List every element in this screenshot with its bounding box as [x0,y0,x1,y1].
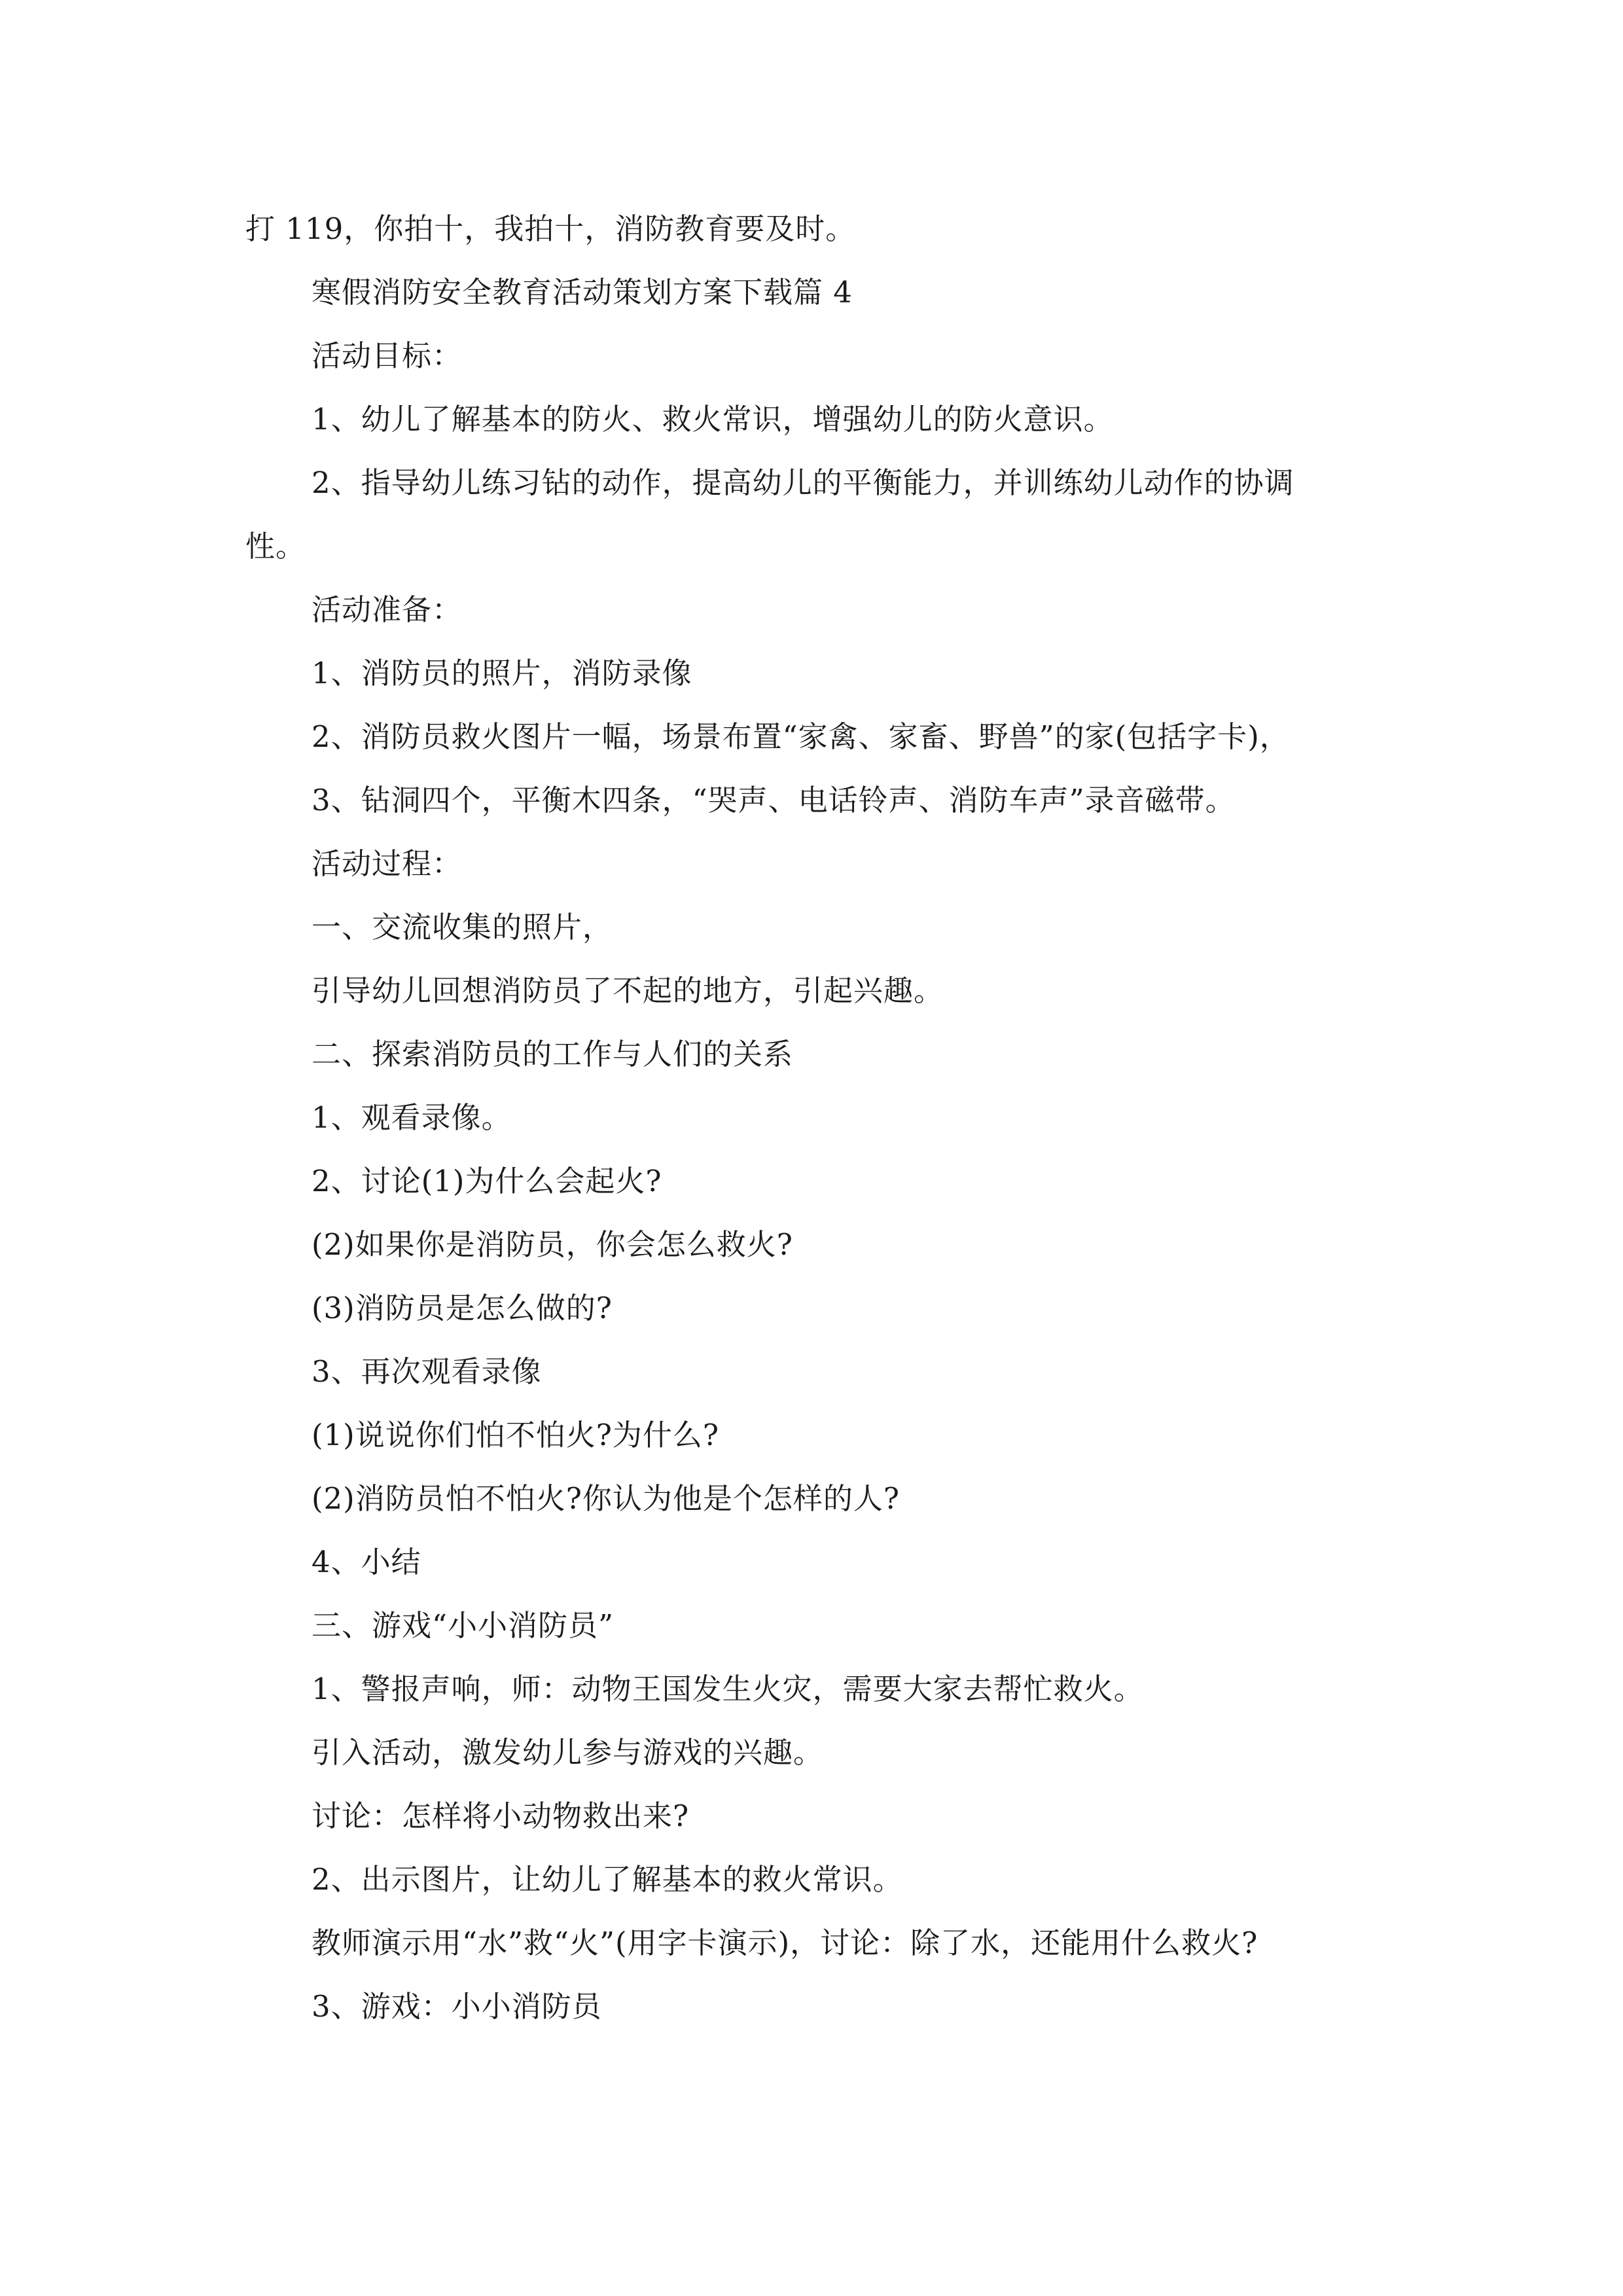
text-line-goal-2: 2、指导幼儿练习钻的动作，提高幼儿的平衡能力，并训练幼儿动作的协调 [312,465,1294,500]
text-line-process-11: 4、小结 [312,1545,421,1579]
text-line-1: 打 119，你拍十，我拍十，消防教育要及时。 [245,211,856,246]
section-title: 寒假消防安全教育活动策划方案下载篇 4 [312,275,853,310]
text-line-process-15: 讨论：怎样将小动物救出来? [312,1799,690,1833]
text-line-process-18: 3、游戏：小小消防员 [312,1989,602,2024]
text-line-prep-1: 1、消防员的照片，消防录像 [312,656,692,691]
text-line-process-12: 三、游戏“小小消防员” [312,1608,615,1643]
text-line-process-8: 3、再次观看录像 [312,1354,542,1389]
text-line-process-3: 二、探索消防员的工作与人们的关系 [312,1037,794,1071]
text-line-process-5: 2、讨论(1)为什么会起火? [312,1164,662,1198]
text-line-goal-2-cont: 性。 [245,529,306,564]
text-line-process-17: 教师演示用“水”救“火”(用字卡演示)，讨论：除了水，还能用什么救火? [312,1926,1258,1960]
text-line-process-4: 1、观看录像。 [312,1100,512,1135]
heading-activity-prep: 活动准备： [312,592,463,627]
text-line-process-1: 一、交流收集的照片， [312,910,613,944]
heading-activity-goals: 活动目标： [312,338,463,373]
text-line-process-2: 引导幼儿回想消防员了不起的地方，引起兴趣。 [312,973,944,1008]
text-line-process-9: (1)说说你们怕不怕火?为什么? [312,1418,719,1452]
text-line-process-10: (2)消防员怕不怕火?你认为他是个怎样的人? [312,1481,900,1516]
heading-activity-process: 活动过程： [312,846,463,881]
text-line-prep-3: 3、钻洞四个，平衡木四条，“哭声、电话铃声、消防车声”录音磁带。 [312,783,1236,817]
text-line-process-7: (3)消防员是怎么做的? [312,1291,613,1325]
text-line-process-16: 2、出示图片，让幼儿了解基本的救火常识。 [312,1862,903,1897]
text-line-process-14: 引入活动，激发幼儿参与游戏的兴趣。 [312,1735,824,1770]
text-line-prep-2: 2、消防员救火图片一幅，场景布置“家禽、家畜、野兽”的家(包括字卡)， [312,719,1290,754]
text-line-process-13: 1、警报声响，师：动物王国发生火灾，需要大家去帮忙救火。 [312,1672,1144,1706]
text-line-goal-1: 1、幼儿了解基本的防火、救火常识，增强幼儿的防火意识。 [312,402,1114,437]
text-line-process-6: (2)如果你是消防员，你会怎么救火? [312,1227,793,1262]
